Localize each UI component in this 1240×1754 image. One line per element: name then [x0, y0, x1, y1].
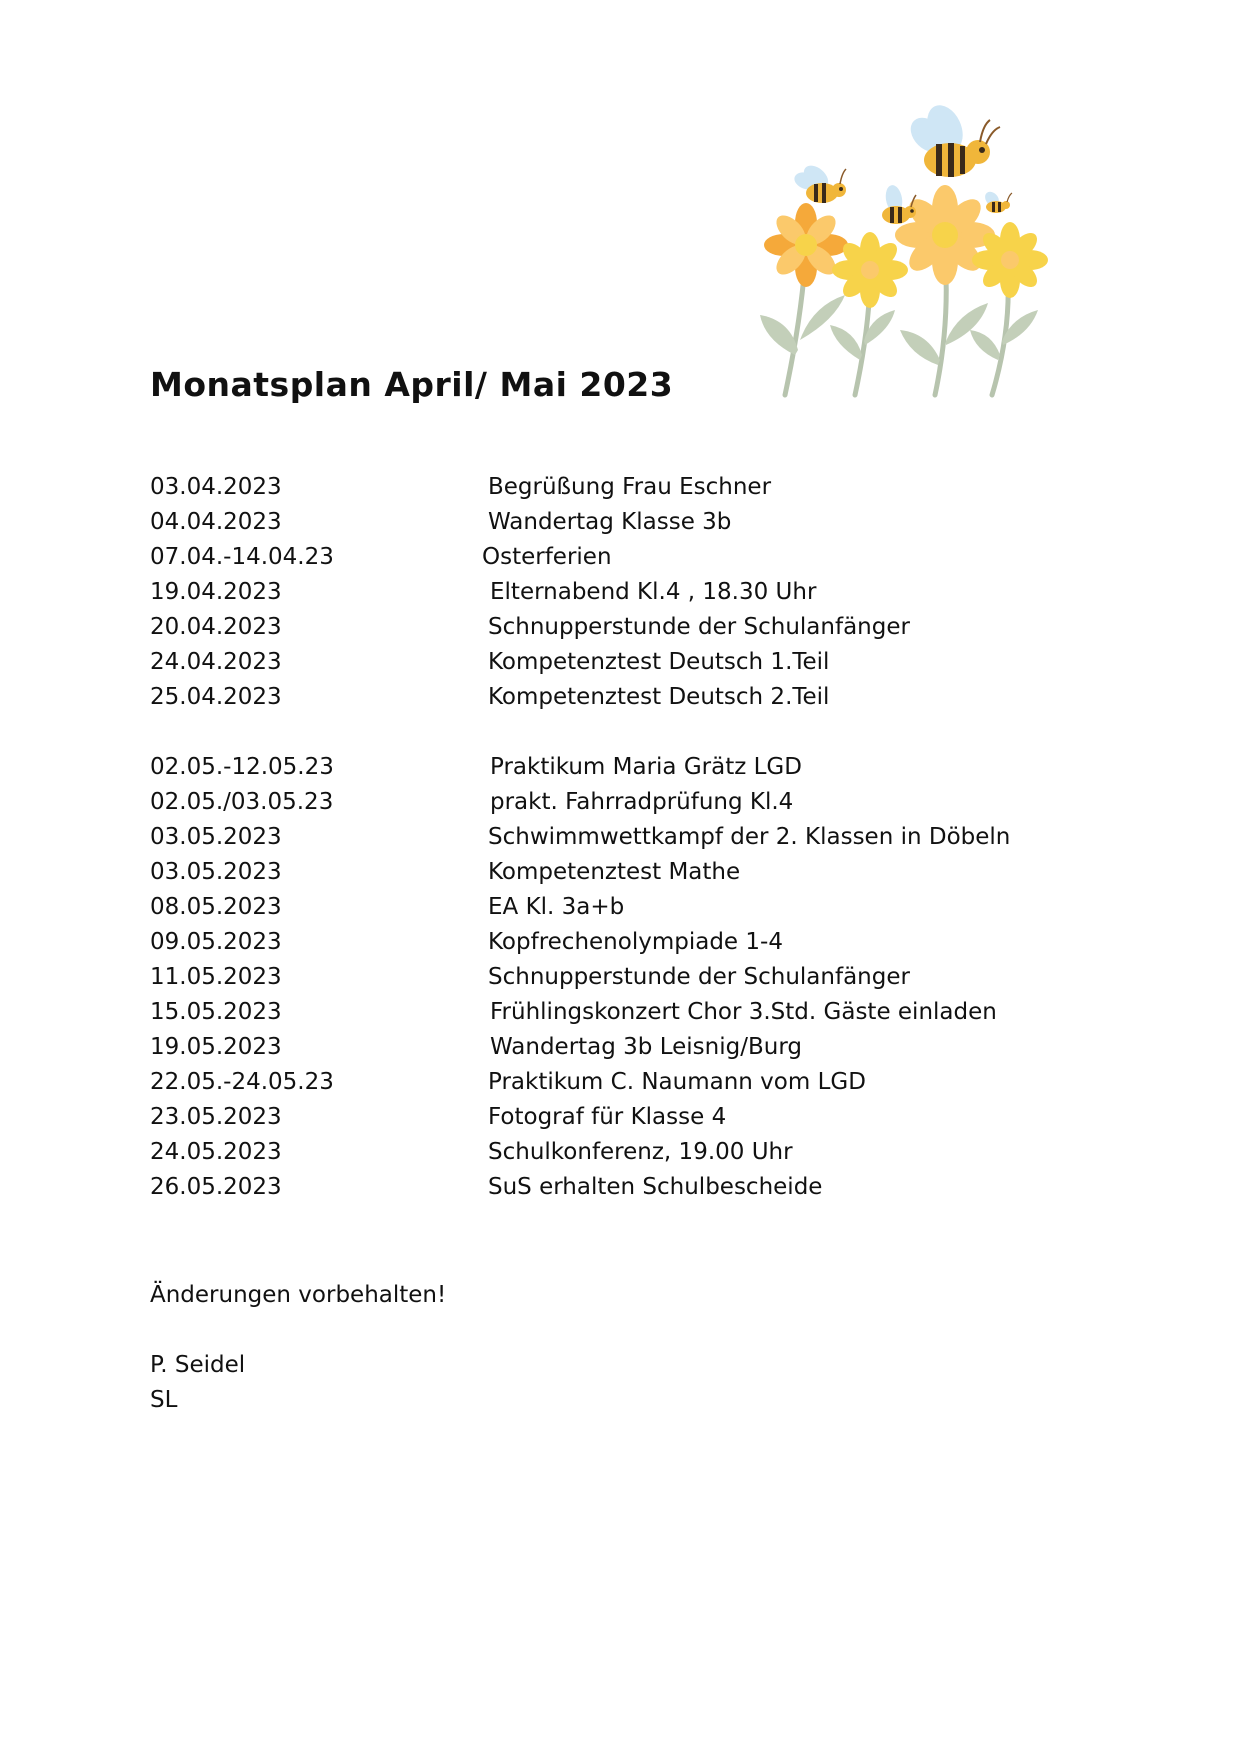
schedule-row: [150, 820, 1050, 855]
event-date: 03.05.2023: [150, 824, 282, 850]
event-date: 15.05.2023: [150, 999, 282, 1025]
event-date: 23.05.2023: [150, 1104, 282, 1130]
schedule-row: [150, 1135, 1050, 1170]
event-text: Kompetenztest Deutsch 2.Teil: [488, 684, 830, 710]
page-title: Monatsplan April/ Mai 2023: [150, 365, 674, 404]
schedule-row: [150, 505, 1050, 540]
event-text: Fotograf für Klasse 4: [488, 1104, 727, 1130]
disclaimer-note: Änderungen vorbehalten!: [150, 1282, 447, 1308]
bees-and-flowers-illustration: [760, 105, 1080, 405]
event-date: 11.05.2023: [150, 964, 282, 990]
event-text: Elternabend Kl.4 , 18.30 Uhr: [490, 579, 817, 605]
event-date: 25.04.2023: [150, 684, 282, 710]
schedule-row: [150, 575, 1050, 610]
event-date: 08.05.2023: [150, 894, 282, 920]
event-date: 22.05.-24.05.23: [150, 1069, 334, 1095]
event-text: Wandertag Klasse 3b: [488, 509, 732, 535]
event-text: EA Kl. 3a+b: [488, 894, 625, 920]
schedule-row: [150, 785, 1050, 820]
schedule-row: [150, 1170, 1050, 1205]
schedule-row: [150, 1100, 1050, 1135]
event-text: Praktikum C. Naumann vom LGD: [488, 1069, 866, 1095]
schedule-row: [150, 470, 1050, 505]
event-text: Kompetenztest Mathe: [488, 859, 741, 885]
signature-name: P. Seidel: [150, 1352, 246, 1378]
event-text: Frühlingskonzert Chor 3.Std. Gäste einladen: [490, 999, 997, 1025]
schedule-row: [150, 855, 1050, 890]
event-text: Schnupperstunde der Schulanfänger: [488, 614, 910, 640]
event-date: 07.04.-14.04.23: [150, 544, 334, 570]
schedule-row: [150, 995, 1050, 1030]
schedule-list: [150, 470, 1050, 1205]
event-text: Kopfrechenolympiade 1-4: [488, 929, 783, 955]
signature-role: SL: [150, 1387, 178, 1413]
schedule-row: [150, 1030, 1050, 1065]
event-date: 03.05.2023: [150, 859, 282, 885]
event-text: SuS erhalten Schulbescheide: [488, 1174, 823, 1200]
event-date: 03.04.2023: [150, 474, 282, 500]
schedule-row: [150, 680, 1050, 715]
schedule-row: [150, 750, 1050, 785]
event-text: Osterferien: [482, 544, 612, 570]
schedule-row: [150, 890, 1050, 925]
event-date: 26.05.2023: [150, 1174, 282, 1200]
event-date: 04.04.2023: [150, 509, 282, 535]
event-date: 19.05.2023: [150, 1034, 282, 1060]
event-text: Wandertag 3b Leisnig/Burg: [490, 1034, 802, 1060]
event-text: prakt. Fahrradprüfung Kl.4: [490, 789, 794, 815]
schedule-row: [150, 540, 1050, 575]
event-date: 24.05.2023: [150, 1139, 282, 1165]
schedule-row: [150, 960, 1050, 995]
event-date: 09.05.2023: [150, 929, 282, 955]
section-gap: [150, 715, 1050, 750]
event-text: Praktikum Maria Grätz LGD: [490, 754, 802, 780]
event-date: 02.05.-12.05.23: [150, 754, 334, 780]
event-text: Schulkonferenz, 19.00 Uhr: [488, 1139, 793, 1165]
event-text: Schnupperstunde der Schulanfänger: [488, 964, 910, 990]
event-date: 24.04.2023: [150, 649, 282, 675]
event-text: Kompetenztest Deutsch 1.Teil: [488, 649, 830, 675]
event-date: 19.04.2023: [150, 579, 282, 605]
schedule-row: [150, 925, 1050, 960]
schedule-row: [150, 1065, 1050, 1100]
event-date: 20.04.2023: [150, 614, 282, 640]
signature-block: [150, 1348, 245, 1418]
schedule-row: [150, 610, 1050, 645]
event-date: 02.05./03.05.23: [150, 789, 334, 815]
schedule-row: [150, 645, 1050, 680]
event-text: Schwimmwettkampf der 2. Klassen in Döbeln: [488, 824, 1011, 850]
event-text: Begrüßung Frau Eschner: [488, 474, 772, 500]
